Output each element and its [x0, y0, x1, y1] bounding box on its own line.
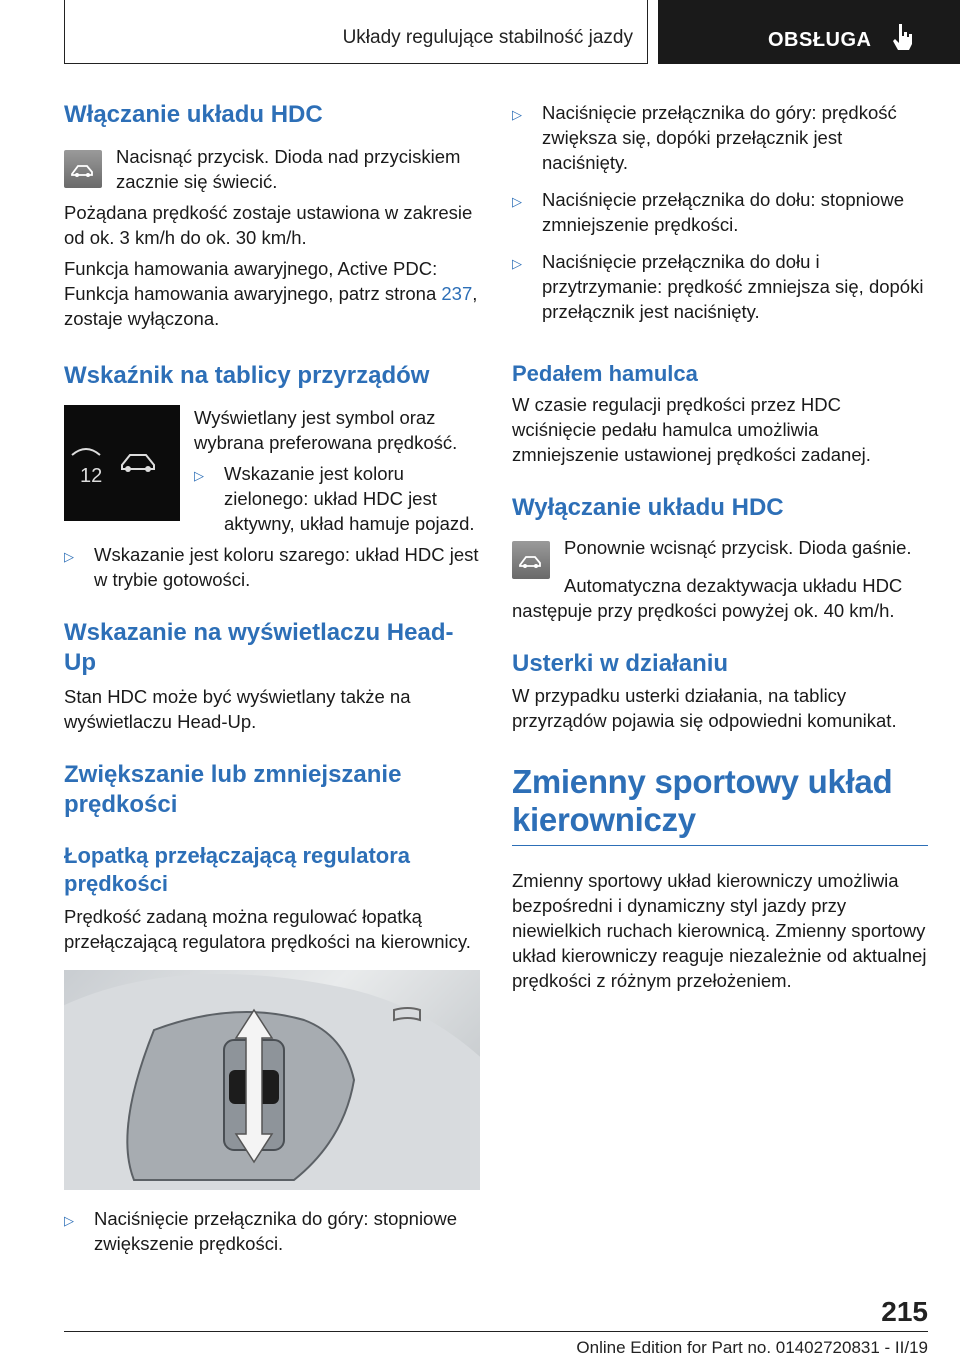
cluster-display-image [64, 405, 180, 521]
bullet-triangle-icon: ▷ [194, 468, 204, 483]
bullet-grey: ▷ Wskazanie jest koloru szarego: układ HDC jest w trybie gotowości. [64, 544, 479, 590]
bullet-triangle-icon: ▷ [512, 194, 522, 209]
steering-text: Zmienny sportowy układ kierowniczy umożliwia bezpośredni i dynamiczny styl jazdy przy niewielkich ruchach kierownicą. Zmienny sportowy układ kierowniczy reaguje niezależnie od aktualnej prędkości z różnym przełożeniem. [512, 870, 927, 991]
heading-disable-hdc: Wyłączanie układu HDC [512, 494, 784, 521]
left-column [64, 100, 480, 1256]
running-header [64, 0, 648, 64]
hdc-button-icon [512, 541, 550, 579]
indicator-text: Wyświetlany jest symbol oraz wybrana preferowana prędkość. [194, 407, 458, 453]
bullet-down-step: ▷ Naciśnięcie przełącznika do dołu: stopniowe zmniejszenie prędkości. [512, 189, 904, 235]
page-link-237[interactable]: 237 [441, 283, 473, 304]
cluster-speed-value: 12 [80, 465, 103, 487]
steering-wheel-photo [64, 970, 480, 1190]
hand-pointer-icon [890, 22, 916, 52]
right-column [512, 100, 928, 993]
edition-text: Online Edition for Part no. 01402720831 - II/19 [576, 1338, 928, 1357]
bullet-up-step: ▷ Naciśnięcie przełącznika do góry: stopniowe zwiększenie prędkości. [64, 1208, 457, 1254]
section-title: Układy regulujące stabilność jazdy [342, 27, 633, 48]
emergency-text: Funkcja hamowania awaryjnego, Active PDC: Funkcja hamowania awaryjnego, patrz strona 237, zostaje wyłączona. [64, 258, 478, 329]
bullet-down-hold: ▷ Naciśnięcie przełącznika do dołu i przytrzymanie: prędkość zmniejsza się, dopóki przełącznik jest naciśnięty. [512, 251, 924, 322]
brake-text: W czasie regulacji prędkości przez HDC wciśnięcie pedału hamulca umożliwia zmniejszenie ustawionej prędkości zadanej. [512, 394, 871, 465]
page-number: 215 [881, 1296, 928, 1327]
heading-hud: Wskazanie na wyświetlaczu Head-Up [64, 619, 454, 676]
heading-change-speed: Zwiększanie lub zmniejszanie prędkości [64, 761, 402, 818]
bullet-up-hold: ▷ Naciśnięcie przełącznika do góry: prędkość zwiększa się, dopóki przełącznik jest naciśnięty. [512, 102, 897, 173]
enable-text: Nacisnąć przycisk. Dioda nad przyciskiem zacznie się świecić. [116, 146, 461, 192]
heading-fault: Usterki w działaniu [512, 650, 729, 677]
indicator-block [64, 405, 480, 536]
bullet-triangle-icon: ▷ [512, 107, 522, 122]
fault-text: W przypadku usterki działania, na tablicy przyrządów pojawia się odpowiedni komunikat. [512, 685, 897, 731]
bullet-triangle-icon: ▷ [64, 549, 74, 564]
footer-rule [64, 1331, 928, 1332]
hud-text: Stan HDC może być wyświetlany także na wyświetlaczu Head-Up. [64, 686, 411, 732]
chapter-tab[interactable] [658, 0, 960, 64]
bullet-triangle-icon: ▷ [64, 1213, 74, 1228]
heading-enable-hdc: Włączanie układu HDC [64, 101, 323, 128]
heading-brake: Pedałem hamulca [512, 361, 698, 386]
disable-text: Ponownie wcisnąć przycisk. Dioda gaśnie. [564, 537, 912, 558]
heading-indicator: Wskaźnik na tablicy przyrządów [64, 362, 430, 389]
bullet-triangle-icon: ▷ [512, 256, 522, 271]
bullet-green: ▷ Wskazanie jest koloru zielonego: układ HDC jest aktywny, układ hamuje pojazd. [194, 463, 475, 534]
heading-steering: Zmienny sportowy układ kierowniczy [512, 763, 893, 838]
paddle-text: Prędkość zadaną można regulować łopatką przełączającą regulatora prędkości na kierownicy. [64, 906, 471, 952]
heading-paddle: Łopatką przełączającą regulatora prędkości [64, 843, 411, 896]
chapter-heading-block [512, 763, 928, 846]
chapter-label: OBSŁUGA [768, 29, 872, 51]
enable-instruction [64, 144, 480, 194]
hdc-button-icon [64, 150, 102, 188]
speed-range-text: Pożądana prędkość zostaje ustawiona w zakresie od ok. 3 km/h do ok. 30 km/h. [64, 202, 473, 248]
auto-deactivation-text: Automatyczna dezaktywacja układu HDC następuje przy prędkości powyżej ok. 40 km/h. [512, 575, 903, 621]
